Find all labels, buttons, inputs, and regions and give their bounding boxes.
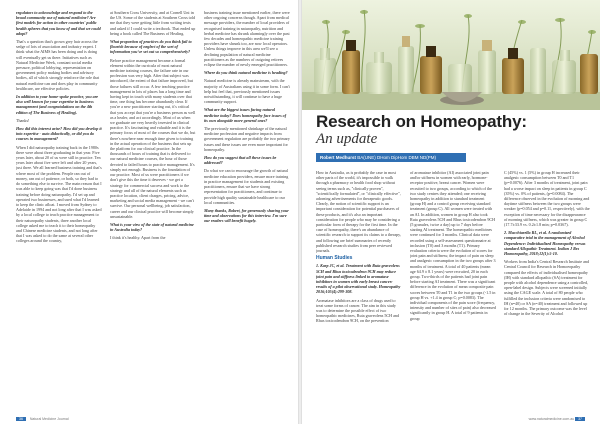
author-credentials: BA(UNE) DHom DipHom DBM ND(PM) (357, 155, 437, 160)
study-citation: 1. Karp JC, et al. Treatment with Ruta graveolens 5CH and Rhus toxicodendron 9CH may reduce joint pain and stiffness linked to aromatase inhibitors in women with early breast cancer: results of a pilot observational study. Homeopathy 2016;105(4):299-308. (316, 263, 401, 295)
study-citation: 2. Macchiarella RL, et al. A randomized comparative trial in the management of Alcohol Dependence: Individualized Homeopathy versus standard Allopathic Treatment. Indian J Res Homoeopathy, 2018;12(1):5-10. (504, 230, 586, 257)
body-paragraph: That's a question that's grown grey hair across the sedge of lots of association and industry expert. I think what the AIMS has been doing and is doing will eventually get us there. Initiatives such as Natural Medicine Week, constant social media pressure, political lobbying, representation on government policy making bodies and advisory bodies, all of which strongly reinforce the role that natural medicine can and does play in community healthcare, are effective policies. (16, 39, 100, 91)
author-name: Robert Medhurst (320, 155, 356, 160)
interview-question: Many thanks, Robert, for generously sharing your time and observations for this interview. I'm sure our readers will benefit hugely. (204, 207, 289, 224)
body-paragraph: Do what we can to encourage the growth of natural medicine education providers, ensure more training in practice management for students and existing practitioners, ensure that we have strong representation for practitioners, and continue to provide high quality sustainable healthcare to our local communities. (204, 168, 289, 205)
section-heading: Human Studies (316, 255, 353, 262)
page-number-right: 37 (575, 417, 585, 421)
body-paragraph: at Southern Cross University, and at Cornell Uni in the US. Some of the students at Southern Cross told me that they were getting little from writing texts and asked if I could write a textbook. That ended up being a book called The Business of Healing. (110, 10, 196, 36)
interview-question: regulators to acknowledge and respond to the broad community use of natural medicine? Are first models for action in other countries' public health spheres that you know of and that we could adopt? (16, 10, 101, 36)
bottles-illustration (302, 0, 600, 110)
interview-question: How do you suggest that all these issues be addressed? (204, 155, 277, 166)
body-paragraph: Workers from India's Central Research Institute and Central Council for Research in Homoeopathy compared the effects of individualised homeopathy (IH) with standard allopathic (SA) treatment for people with alcohol dependence using a controlled, open-label design. Subjects were screened initially using the CAGE scale. A total of 80 people who fulfilled the inclusion criteria were randomised to IH (n=40) or SA (n=40) treatment and followed up for 12 months. The primary outcome was the level of change in the Severity of Alcohol (504, 259, 589, 317)
article-subtitle: An update (316, 131, 378, 147)
interview-question: What proportion of practices do you think fail to flourish because of neglect of the sort of information you've set out so comprehensively? (110, 39, 192, 55)
interview-question: Where do you think natural medicine is heading? (204, 70, 288, 76)
body-paragraph: of aromatase inhibitor (AI) associated joint pain and/or stiffness in women with early, hormone-receptor positive, breast cancer. Women were recruited to two groups, according to which of the two study centres they attended; one receiving homeopathy in addition to standard treatment (group H) and a control group receiving standard treatment (group C). All women were treated with an AI. In addition, women in group H also took Ruta graveolens 5CH and Rhus toxicodendron 9CH (5 granules, twice a day) up to 7 days before starting AI treatment. The homeopathic medicines were continued for 3 months. Clinical data were recorded using a self-assessment questionnaire at inclusion (T0) and 3 months (T1). Primary evaluation criteria were the evolution of scores for joint pain and stiffness; the impact of pain on sleep and analgesic consumption in the two groups after 3 months of treatment. A total of 40 patients (mean age 64.9 ± 8.1 years) were recruited, 20 in each group. Two-thirds of the patients had joint pain before starting AI treatment. There was a significant difference in the evolution of mean composite pain scores between T0 and T1 in the two groups (-1.5 in group H vs. +1.4 in group C; p=0.0083). The individual components of the pain score (frequency, intensity and number of sites of pain) also decreased significantly in group H. A total of 9 patients in group (410, 170, 496, 321)
body-paragraph: When I did naturopathy training back in the 1980s there were about three graduating in that year. Five years later, about 20 of us were still in practice. Ten years later about five were left and after 20 years, just three. We all learned business training and that's where most of the problem. People ran out of money, ran out of patience, or both, so they had to do something else to survive. The main reason that I was able to keep going was that I'd done business training before doing naturopathy. I'd set up and operated two businesses, and used what I'd learned to keep the clinic afloat. I moved from Sydney to Adelaide in 1994 and not long after that I was asked by a local college to teach practice management to their naturopathy students, three another local college asked me to teach it to their homeopathy and Chinese medicine students, and not long after that I was asked to do the same at several other colleges around the country, (16, 144, 102, 244)
footer-website: www.naturalmedicine.com.au (528, 417, 575, 421)
interview-question: What are the biggest issues facing natural medicine today? Does homeopathy face issues of its own alongside more general ones? (204, 107, 287, 123)
footer-publication: Natural Medicine Journal (29, 417, 69, 421)
body-paragraph: The previously mentioned shrinkage of the natural medicine profession and negative impacts from government regulation are probably the two primary issues and these issues are even more important for homeopathy. (204, 126, 290, 152)
left-page (0, 0, 298, 424)
body-paragraph: Natural medicine is already mainstream, with the majority of Australians using it in some form. I can't help but feel that, previously mentioned issues notwithstanding, it will continue to have a huge community support. (204, 78, 290, 105)
right-column-2 (410, 170, 496, 410)
body-paragraph: Thanks! (16, 117, 30, 123)
body-paragraph: Before practice management became a formal element within the curricula of most natural medicine training courses, the failure rate in our profession was very high. After that subject was introduced, the extent of that failure improved, but those failures still occur. A few teaching practice management in lots of places has a long time and having kept in touch with many students over that time, one thing has become abundantly clear. If you're a new practitioner starting out, it's critical that you accept that you're a business person as well as a healer, and act accordingly. Most of us when we graduate are very heavily invested in clinical practice. It's fascinating and valuable and it is the primary focus of most of the courses that we do, but there's nowhere near enough time given to training in the actual operation of the business that sets up the platform for our clinical practice. In the thousands of hours of training that is delivered to our natural medicine courses, the hour of those devoted to failed hours to practice management. It's simply not enough. Business is the foundation of our practice. Most of us were practitioners if we don't give this the time it deserves - we get a strategy for commercial success and work to the strategy and all of the natural elements such as practice location, client charges, pricing, advice, marketing and social media management - we can't survive. Our personal wellbeing, job satisfaction, career and our clinical practice will become simply unsustainable. (110, 57, 196, 219)
right-page (302, 0, 600, 424)
hero-photo-herbal-bottles (302, 0, 600, 110)
page-number-left: 36 (16, 417, 26, 421)
left-column-2 (110, 10, 196, 406)
body-paragraph: C (45%) vs. 1 (5%) in group H increased their analgesic consumption between T0 and T1 (p=0.0076). After 3 months of treatment, joint pain had a worse impact on sleep in patients in group C (35%) vs. 0% of patients, (p=0.0084). The difference observed in the evolution of morning and daytime stiffness between the two groups were weaker (p=0.054 and p=0.11, respectively), with the exception of time necessary for the disappearance of morning stiffness, which was greater in group C (17.7±33.9 vs. 0.2±1.8 min; p=0.0367). (504, 170, 590, 228)
interview-question: In addition to your home-spoke practice, you are also well known for your expertise in business management (and congratulations on the 4th edition of The Business of Healing). (16, 94, 99, 115)
author-byline (316, 153, 466, 162)
body-paragraph: I think it's healthy. Apart from the (110, 235, 166, 241)
right-column-1 (316, 170, 402, 410)
body-paragraph: business training issue mentioned earlier, there were other ongoing concerns though. Apart from medical message providers, the number of local providers of recognised training in naturopathy, nutrition and herbal medicine has shrunk alarmingly over the past few decades and homeopathic medicine training providers have shrunk too, are now local operators. Unless things improve in this area we'll see a declining population of natural medicine practitioners as the numbers of outgoing retirees eclipse the number of newly emerged practitioners. (204, 10, 290, 68)
body-paragraph: Aromatase inhibitors are a class of drugs used to treat some forms of cancer. The aim in this study was to determine the possible effect of two homeopathic medicines, Ruta graveolens 5CH and Rhus toxicodendron 9CH, on the prevention (316, 297, 399, 324)
left-column-1 (16, 10, 102, 406)
right-page-footer (529, 417, 588, 421)
interview-question: What is your view of the state of natural medicine in Australia today? (110, 221, 194, 233)
interview-question: How did this interest arise? How did you develop it into expertise - auto didactically, or did you do courses in management? (16, 126, 102, 142)
left-page-footer (16, 417, 69, 421)
left-column-3 (204, 10, 290, 406)
article-title: Research on Homeopathy: (316, 112, 527, 131)
body-paragraph: How in Australia, as is probably the case in most other parts of the world, it's impossible to walk through a pharmacy or health food shop without seeing terms such as, "clinically proven", "scientifically formulated", or "clinically effective", adorning advertisements for therapeutic goods. Clearly, the notion of scientific support is an important consideration for potential purchasers of these products, and it's also an important consideration for people who may be considering a particular form of therapy for the first time. In the case of homeopathy, there's an abundance of scientific research to support its claims to a therapy, and following are brief summaries of recently published research studies from peer reviewed journals. (316, 170, 401, 254)
right-column-3 (504, 170, 590, 410)
article-title-block (316, 112, 592, 162)
